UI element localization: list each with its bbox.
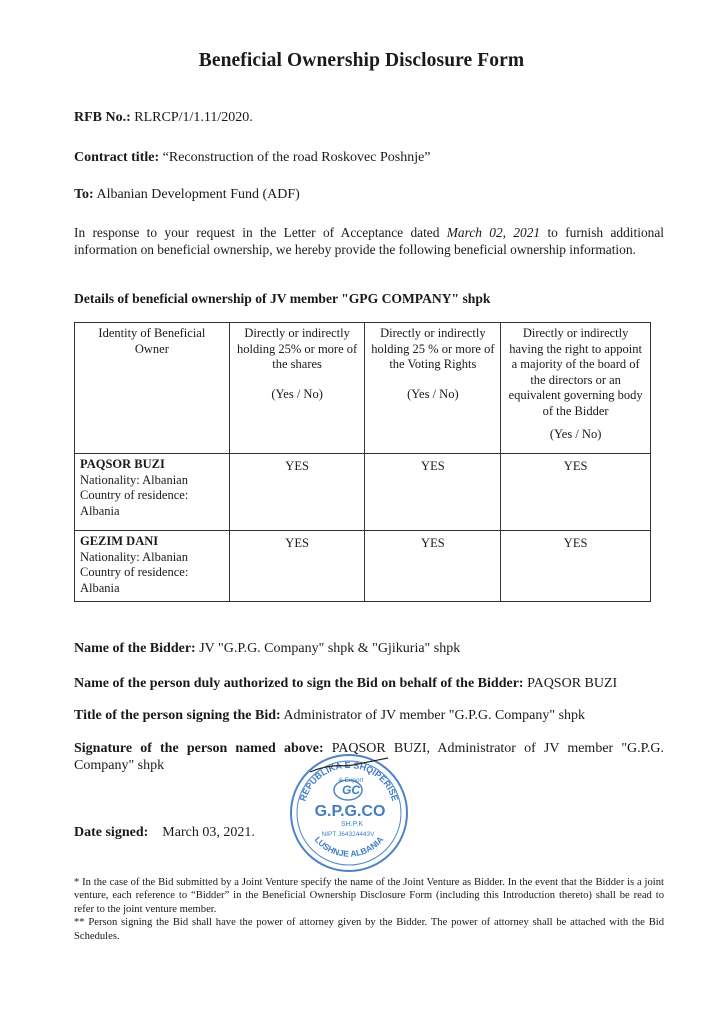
header-board: Directly or indirectly having the right to appoint a majority of the board of the directors or an equivalent governing body of the Bidder (Yes / No)	[501, 323, 651, 454]
board-value: YES	[501, 531, 651, 602]
shares-value: YES	[229, 454, 365, 531]
shares-value: YES	[229, 531, 365, 602]
intro-text-1: In response to your request in the Letter of Acceptance dated	[74, 225, 447, 240]
signature-value: PAQSOR BUZI, Administrator of JV member "G.P.G. Company" shpk	[74, 741, 665, 773]
stamp-sub-text: & Export	[338, 777, 364, 784]
table-header-row	[75, 323, 651, 454]
authorized-line	[74, 676, 617, 692]
authorized-value: PAQSOR BUZI	[527, 676, 618, 691]
details-heading: Details of beneficial ownership of JV member "GPG COMPANY" shpk	[74, 291, 491, 306]
company-stamp	[288, 752, 410, 874]
signature-label: Signature of the person named above:	[74, 741, 324, 756]
board-value: YES	[501, 454, 651, 531]
stamp-monogram: GC	[342, 783, 360, 797]
contract-label: Contract title:	[74, 150, 160, 165]
table-row	[75, 454, 651, 531]
authorized-label: Name of the person duly authorized to sign the Bid on behalf of the Bidder:	[74, 676, 524, 691]
owner-name: PAQSOR BUZI	[80, 457, 165, 471]
bidder-label: Name of the Bidder:	[74, 641, 196, 656]
stamp-city: LUSHNJE ALBANIA	[312, 834, 386, 859]
owner-name: GEZIM DANI	[80, 534, 159, 548]
header-identity: Identity of Beneficial Owner	[75, 323, 230, 454]
to-line	[74, 187, 300, 203]
stamp-nipt: NIPT J64324443V	[321, 831, 375, 838]
intro-text-2: to furnish additional information on beneficial ownership, we hereby provide the following beneficial ownership information.	[74, 225, 665, 257]
header-voting-yn: (Yes / No)	[407, 386, 459, 401]
beneficial-ownership-table	[74, 322, 651, 602]
rfb-label: RFB No.:	[74, 110, 131, 125]
voting-value: YES	[365, 531, 501, 602]
bidder-line	[74, 641, 460, 657]
intro-paragraph	[74, 225, 664, 258]
stamp-shpk: SH.P.K	[340, 821, 364, 828]
footnote-2: ** Person signing the Bid shall have the power of attorney given by the Bidder. The power of attorney shall be attached with the Bid Schedules.	[74, 917, 664, 942]
intro-date: March 02, 2021	[446, 225, 541, 240]
signer-title-value: Administrator of JV member "G.P.G. Company" shpk	[283, 708, 586, 723]
date-signed-label: Date signed:	[74, 825, 149, 840]
contract-line	[74, 150, 431, 166]
stamp-top-text: REPUBLIKA E SHQIPERISE	[297, 759, 401, 803]
owner-nationality: Nationality: Albanian	[80, 472, 188, 487]
to-label: To:	[74, 187, 94, 202]
date-signed-value: March 03, 2021.	[162, 825, 255, 840]
header-shares: Directly or indirectly holding 25% or more of the shares (Yes / No)	[229, 323, 365, 454]
owner-nationality: Nationality: Albanian	[80, 549, 188, 564]
contract-value: “Reconstruction of the road Roskovec Poshnje”	[162, 150, 431, 165]
rfb-line	[74, 110, 253, 126]
header-voting: Directly or indirectly holding 25 % or more of the Voting Rights (Yes / No)	[365, 323, 501, 454]
page-title: Beneficial Ownership Disclosure Form	[198, 50, 525, 71]
header-shares-yn: (Yes / No)	[271, 386, 323, 401]
footnote-1: * In the case of the Bid submitted by a Joint Venture specify the name of the Joint Venture as Bidder. In the event that the Bidder is a joint venture, each reference to “Bidder” in the Beneficial Ownership Disclosure Form (including this Introduction thereto) shall be read to refer to the joint venture member.	[74, 877, 664, 915]
header-board-yn: (Yes / No)	[549, 427, 602, 441]
signer-title-label: Title of the person signing the Bid:	[74, 708, 281, 723]
stamp-company: G.P.G.CO	[314, 803, 386, 820]
voting-value: YES	[365, 454, 501, 531]
date-signed-line	[74, 825, 255, 841]
owner-cell	[75, 454, 230, 531]
owner-residence: Country of residence: Albania	[80, 565, 189, 595]
bidder-value: JV "G.P.G. Company" shpk & "Gjikuria" shpk	[199, 641, 461, 656]
rfb-value: RLRCP/1/1.11/2020.	[134, 110, 253, 125]
table-row	[75, 531, 651, 602]
to-value: Albanian Development Fund (ADF)	[96, 187, 300, 202]
footnotes	[74, 876, 664, 943]
owner-residence: Country of residence: Albania	[80, 488, 189, 518]
owner-cell	[75, 531, 230, 602]
signer-title-line	[74, 708, 585, 724]
